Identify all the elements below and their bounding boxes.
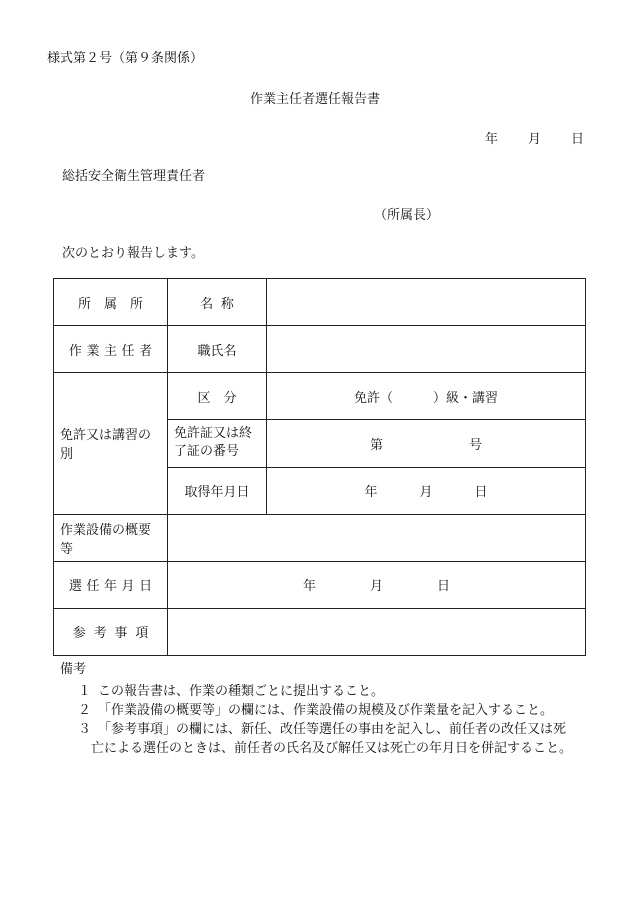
appointment-year: 年 [302, 579, 316, 595]
affiliation-label: 所属所 [54, 279, 168, 326]
acquired-date-field[interactable] [267, 467, 586, 514]
name-field[interactable] [267, 279, 586, 326]
affiliation-head: （所属長） [374, 208, 440, 223]
cert-number-label: 免許証又は終了証の番号 [168, 420, 267, 467]
remarks-field[interactable] [168, 608, 586, 655]
report-date [485, 128, 584, 147]
table-row [54, 561, 586, 608]
category-prefix: 免許（ [353, 390, 393, 406]
note-item: ２ 「作業設備の概要等」の欄には、作業設備の規模及び作業量を記入すること。 [78, 703, 554, 718]
equipment-field[interactable] [168, 514, 586, 561]
appointment-month: 月 [369, 579, 383, 595]
job-name-label: 職氏名 [168, 326, 267, 373]
form-number: 様式第２号（第９条関係） [47, 51, 204, 66]
cert-no-prefix: 第 [369, 437, 383, 453]
acquired-date-label: 取得年月日 [168, 467, 267, 514]
acquired-day: 日 [474, 485, 488, 501]
table-row [54, 373, 586, 420]
acquired-year: 年 [364, 485, 378, 501]
note-item: ３ 「参考事項」の欄には、新任、改任等選任の事由を記入し、前任者の改任又は死 [78, 722, 567, 737]
intro-text: 次のとおり報告します。 [62, 246, 204, 261]
report-date-month: 月 [527, 132, 541, 147]
acquired-month: 月 [419, 485, 433, 501]
name-label: 名称 [168, 279, 267, 326]
remarks-label: 参考事項 [54, 608, 168, 655]
license-label: 免許又は講習の別 [54, 373, 168, 514]
job-name-field[interactable] [267, 326, 586, 373]
table-row [54, 514, 586, 561]
category-field[interactable] [267, 373, 586, 420]
appointment-date-label: 選任年月日 [54, 561, 168, 608]
table-row [54, 279, 586, 326]
cert-no-suffix: 号 [469, 437, 483, 453]
cert-number-field[interactable] [267, 420, 586, 467]
equipment-label: 作業設備の概要等 [54, 514, 168, 561]
category-suffix: ）級・講習 [433, 390, 499, 406]
table-row [54, 326, 586, 373]
category-label: 区分 [168, 373, 267, 420]
appointment-date-field[interactable] [168, 561, 586, 608]
report-date-year: 年 [484, 132, 498, 147]
note-item: １ この報告書は、作業の種類ごとに提出すること。 [78, 684, 385, 699]
supervisor-label: 作業主任者 [54, 326, 168, 373]
document-title: 作業主任者選任報告書 [249, 92, 380, 107]
report-date-day: 日 [570, 132, 584, 147]
table-row [54, 608, 586, 655]
appointment-day: 日 [437, 579, 451, 595]
report-table [53, 278, 586, 656]
notes-heading: 備考 [60, 662, 87, 677]
note-item-continuation: 亡による選任のときは、前任者の氏名及び解任又は死亡の年月日を併記すること。 [91, 741, 573, 756]
recipient: 総括安全衛生管理責任者 [62, 169, 206, 184]
